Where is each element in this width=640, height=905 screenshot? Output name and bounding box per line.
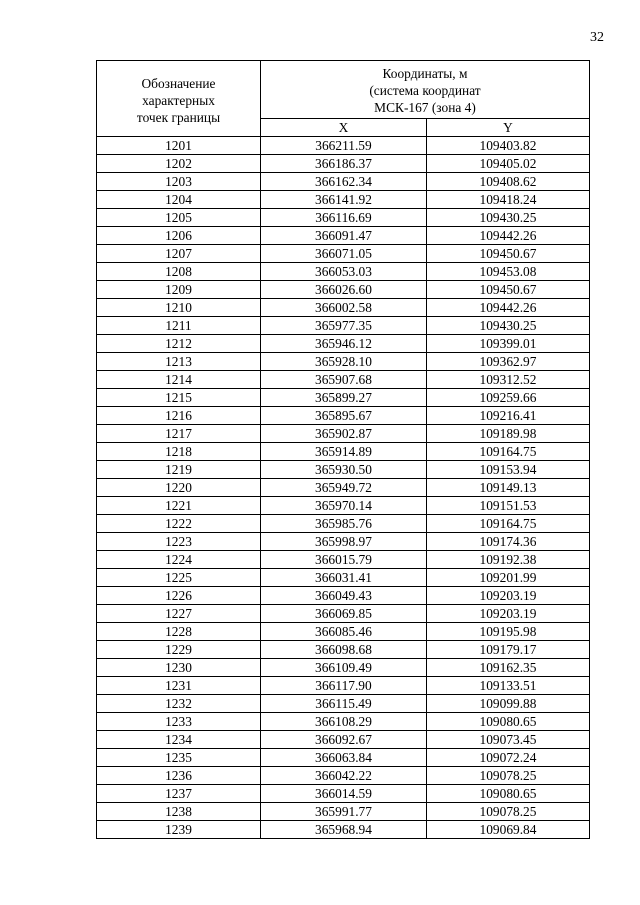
table-row xyxy=(97,587,590,605)
point-id-cell: 1225 xyxy=(97,569,261,587)
point-id-cell: 1231 xyxy=(97,677,261,695)
x-coordinate-cell: 366049.43 xyxy=(261,587,427,605)
table-row xyxy=(97,389,590,407)
table-row xyxy=(97,641,590,659)
x-coordinate-cell: 366002.58 xyxy=(261,299,427,317)
table-row xyxy=(97,749,590,767)
y-coordinate-cell: 109453.08 xyxy=(427,263,590,281)
y-coordinate-cell: 109201.99 xyxy=(427,569,590,587)
table-row xyxy=(97,407,590,425)
point-id-cell: 1228 xyxy=(97,623,261,641)
point-id-cell: 1212 xyxy=(97,335,261,353)
table-body xyxy=(97,137,590,839)
x-coordinate-cell: 365998.97 xyxy=(261,533,427,551)
point-id-cell: 1227 xyxy=(97,605,261,623)
table-row xyxy=(97,227,590,245)
x-coordinate-cell: 365930.50 xyxy=(261,461,427,479)
table-row xyxy=(97,353,590,371)
page-number: 32 xyxy=(590,30,604,45)
table-row xyxy=(97,281,590,299)
table-row xyxy=(97,731,590,749)
y-coordinate-cell: 109259.66 xyxy=(427,389,590,407)
x-coordinate-cell: 365895.67 xyxy=(261,407,427,425)
y-coordinate-cell: 109203.19 xyxy=(427,605,590,623)
x-coordinate-cell: 366162.34 xyxy=(261,173,427,191)
point-header-line: Обозначение xyxy=(141,76,216,91)
x-coordinate-cell: 366117.90 xyxy=(261,677,427,695)
table-row xyxy=(97,443,590,461)
y-column-header: Y xyxy=(427,119,590,137)
x-coordinate-cell: 365949.72 xyxy=(261,479,427,497)
point-id-cell: 1226 xyxy=(97,587,261,605)
y-coordinate-cell: 109078.25 xyxy=(427,803,590,821)
y-coordinate-cell: 109312.52 xyxy=(427,371,590,389)
coords-header-line: (система координат xyxy=(369,83,481,98)
coords-header-line: МСК-167 (зона 4) xyxy=(374,100,476,115)
x-coordinate-cell: 366116.69 xyxy=(261,209,427,227)
x-coordinate-cell: 366071.05 xyxy=(261,245,427,263)
point-id-cell: 1229 xyxy=(97,641,261,659)
y-coordinate-cell: 109216.41 xyxy=(427,407,590,425)
point-id-cell: 1233 xyxy=(97,713,261,731)
x-coordinate-cell: 366015.79 xyxy=(261,551,427,569)
table-row xyxy=(97,623,590,641)
y-coordinate-cell: 109403.82 xyxy=(427,137,590,155)
y-coordinate-cell: 109151.53 xyxy=(427,497,590,515)
table-row xyxy=(97,713,590,731)
point-id-cell: 1201 xyxy=(97,137,261,155)
x-coordinate-cell: 366031.41 xyxy=(261,569,427,587)
point-id-cell: 1205 xyxy=(97,209,261,227)
y-coordinate-cell: 109195.98 xyxy=(427,623,590,641)
table-row xyxy=(97,245,590,263)
x-coordinate-cell: 366108.29 xyxy=(261,713,427,731)
point-id-cell: 1208 xyxy=(97,263,261,281)
table-row xyxy=(97,533,590,551)
table-row xyxy=(97,209,590,227)
point-id-cell: 1209 xyxy=(97,281,261,299)
y-coordinate-cell: 109450.67 xyxy=(427,281,590,299)
point-id-cell: 1237 xyxy=(97,785,261,803)
point-id-cell: 1219 xyxy=(97,461,261,479)
table-row xyxy=(97,497,590,515)
table-header xyxy=(97,61,590,137)
coords-header-line: Координаты, м xyxy=(382,66,468,81)
point-id-cell: 1211 xyxy=(97,317,261,335)
point-id-cell: 1215 xyxy=(97,389,261,407)
point-id-cell: 1204 xyxy=(97,191,261,209)
x-coordinate-cell: 365928.10 xyxy=(261,353,427,371)
table-row xyxy=(97,677,590,695)
point-id-cell: 1236 xyxy=(97,767,261,785)
y-coordinate-cell: 109133.51 xyxy=(427,677,590,695)
point-id-cell: 1203 xyxy=(97,173,261,191)
point-id-cell: 1221 xyxy=(97,497,261,515)
table-row xyxy=(97,569,590,587)
y-coordinate-cell: 109418.24 xyxy=(427,191,590,209)
table-row xyxy=(97,425,590,443)
point-id-cell: 1239 xyxy=(97,821,261,839)
point-id-cell: 1238 xyxy=(97,803,261,821)
x-coordinate-cell: 366091.47 xyxy=(261,227,427,245)
y-coordinate-cell: 109203.19 xyxy=(427,587,590,605)
x-coordinate-cell: 366026.60 xyxy=(261,281,427,299)
point-id-cell: 1202 xyxy=(97,155,261,173)
y-coordinate-cell: 109099.88 xyxy=(427,695,590,713)
point-id-cell: 1224 xyxy=(97,551,261,569)
y-coordinate-cell: 109442.26 xyxy=(427,299,590,317)
y-coordinate-cell: 109442.26 xyxy=(427,227,590,245)
point-id-cell: 1234 xyxy=(97,731,261,749)
point-id-cell: 1218 xyxy=(97,443,261,461)
x-coordinate-cell: 366211.59 xyxy=(261,137,427,155)
y-coordinate-cell: 109164.75 xyxy=(427,443,590,461)
table-row xyxy=(97,317,590,335)
table-row xyxy=(97,515,590,533)
table-row xyxy=(97,821,590,839)
point-id-cell: 1232 xyxy=(97,695,261,713)
table-row xyxy=(97,155,590,173)
table-row xyxy=(97,371,590,389)
y-coordinate-cell: 109069.84 xyxy=(427,821,590,839)
y-coordinate-cell: 109408.62 xyxy=(427,173,590,191)
point-id-cell: 1207 xyxy=(97,245,261,263)
x-coordinate-cell: 366069.85 xyxy=(261,605,427,623)
point-id-cell: 1222 xyxy=(97,515,261,533)
table-row xyxy=(97,173,590,191)
x-coordinate-cell: 366014.59 xyxy=(261,785,427,803)
table-row xyxy=(97,695,590,713)
table-row xyxy=(97,605,590,623)
x-coordinate-cell: 366141.92 xyxy=(261,191,427,209)
x-coordinate-cell: 366109.49 xyxy=(261,659,427,677)
y-coordinate-cell: 109430.25 xyxy=(427,317,590,335)
x-coordinate-cell: 365985.76 xyxy=(261,515,427,533)
y-coordinate-cell: 109189.98 xyxy=(427,425,590,443)
table-row xyxy=(97,335,590,353)
x-coordinate-cell: 365977.35 xyxy=(261,317,427,335)
table-row xyxy=(97,767,590,785)
x-coordinate-cell: 366085.46 xyxy=(261,623,427,641)
table-row xyxy=(97,461,590,479)
y-coordinate-cell: 109430.25 xyxy=(427,209,590,227)
table-row xyxy=(97,551,590,569)
coordinates-table xyxy=(96,60,590,839)
point-id-cell: 1213 xyxy=(97,353,261,371)
table-row xyxy=(97,659,590,677)
table-row xyxy=(97,785,590,803)
point-designation-header xyxy=(97,61,261,137)
x-coordinate-cell: 365946.12 xyxy=(261,335,427,353)
y-coordinate-cell: 109179.17 xyxy=(427,641,590,659)
y-coordinate-cell: 109174.36 xyxy=(427,533,590,551)
point-header-line: точек границы xyxy=(136,110,221,125)
point-id-cell: 1217 xyxy=(97,425,261,443)
y-coordinate-cell: 109192.38 xyxy=(427,551,590,569)
y-coordinate-cell: 109153.94 xyxy=(427,461,590,479)
x-coordinate-cell: 366092.67 xyxy=(261,731,427,749)
table-row xyxy=(97,803,590,821)
point-id-cell: 1214 xyxy=(97,371,261,389)
x-coordinate-cell: 365914.89 xyxy=(261,443,427,461)
x-coordinate-cell: 366042.22 xyxy=(261,767,427,785)
point-id-cell: 1220 xyxy=(97,479,261,497)
x-coordinate-cell: 365907.68 xyxy=(261,371,427,389)
y-coordinate-cell: 109073.45 xyxy=(427,731,590,749)
y-coordinate-cell: 109072.24 xyxy=(427,749,590,767)
y-coordinate-cell: 109450.67 xyxy=(427,245,590,263)
y-coordinate-cell: 109164.75 xyxy=(427,515,590,533)
table-row xyxy=(97,479,590,497)
y-coordinate-cell: 109078.25 xyxy=(427,767,590,785)
y-coordinate-cell: 109405.02 xyxy=(427,155,590,173)
x-coordinate-cell: 365970.14 xyxy=(261,497,427,515)
x-coordinate-cell: 365899.27 xyxy=(261,389,427,407)
y-coordinate-cell: 109080.65 xyxy=(427,713,590,731)
table-row xyxy=(97,191,590,209)
x-column-header: X xyxy=(261,119,427,137)
point-id-cell: 1223 xyxy=(97,533,261,551)
x-coordinate-cell: 366053.03 xyxy=(261,263,427,281)
y-coordinate-cell: 109362.97 xyxy=(427,353,590,371)
point-id-cell: 1230 xyxy=(97,659,261,677)
x-coordinate-cell: 366098.68 xyxy=(261,641,427,659)
x-coordinate-cell: 366186.37 xyxy=(261,155,427,173)
table-row xyxy=(97,263,590,281)
y-coordinate-cell: 109080.65 xyxy=(427,785,590,803)
y-coordinate-cell: 109149.13 xyxy=(427,479,590,497)
x-coordinate-cell: 365991.77 xyxy=(261,803,427,821)
y-coordinate-cell: 109399.01 xyxy=(427,335,590,353)
point-id-cell: 1206 xyxy=(97,227,261,245)
x-coordinate-cell: 366115.49 xyxy=(261,695,427,713)
table-row xyxy=(97,299,590,317)
table-row xyxy=(97,137,590,155)
point-id-cell: 1235 xyxy=(97,749,261,767)
point-header-line: характерных xyxy=(142,93,215,108)
x-coordinate-cell: 365968.94 xyxy=(261,821,427,839)
x-coordinate-cell: 365902.87 xyxy=(261,425,427,443)
y-coordinate-cell: 109162.35 xyxy=(427,659,590,677)
point-id-cell: 1216 xyxy=(97,407,261,425)
coordinates-header xyxy=(261,61,590,119)
x-coordinate-cell: 366063.84 xyxy=(261,749,427,767)
point-id-cell: 1210 xyxy=(97,299,261,317)
